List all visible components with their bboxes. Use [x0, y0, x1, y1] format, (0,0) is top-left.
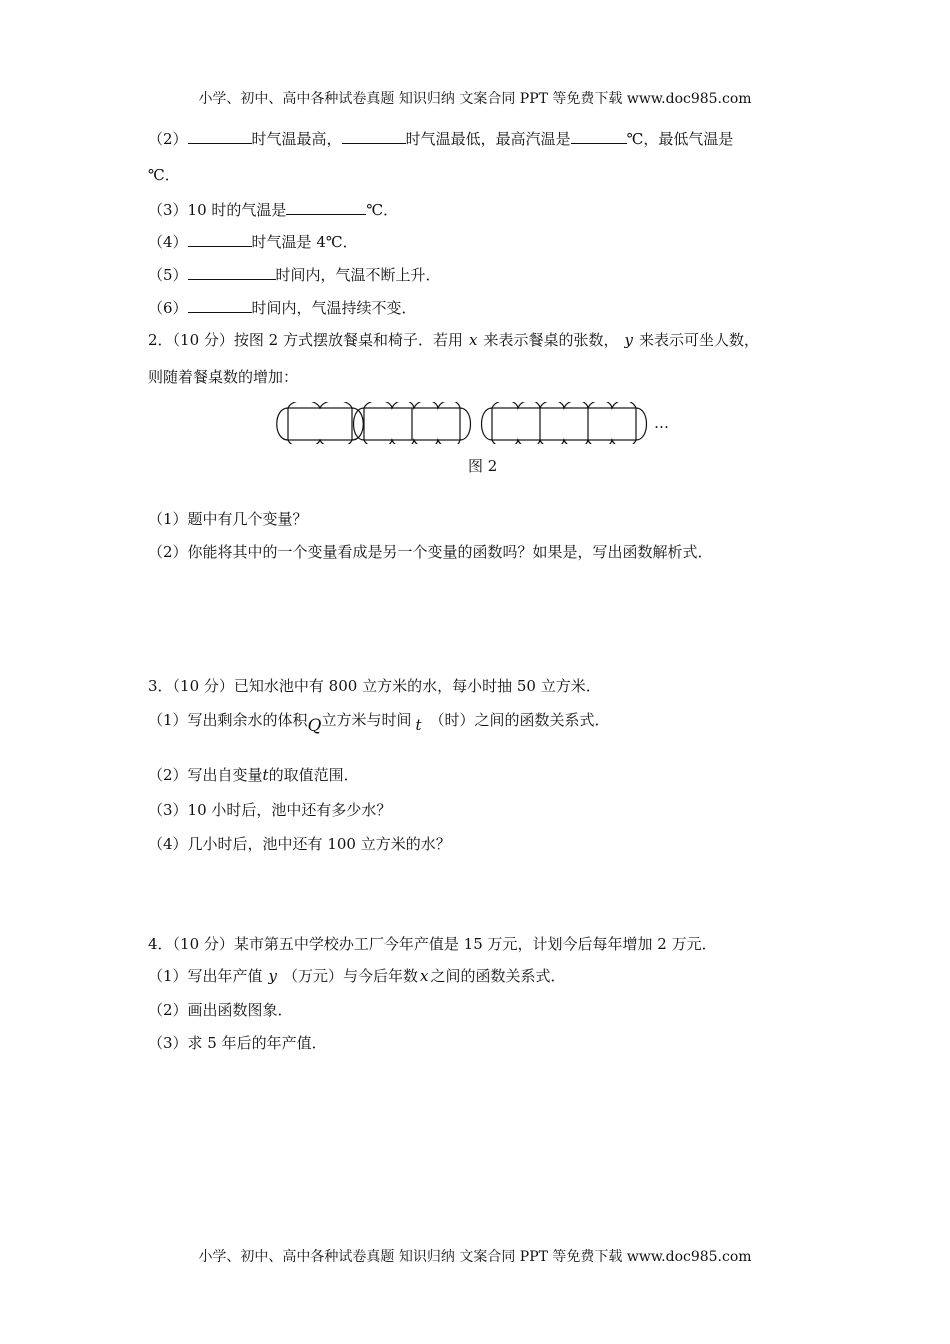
- q3-sub3: （3）10 小时后，池中还有多少水？: [148, 801, 392, 819]
- answer-blank[interactable]: [188, 297, 252, 313]
- q3-sub1-text-b: 立方米与时间: [321, 711, 412, 729]
- q1-part2-cont: ℃．: [148, 166, 180, 184]
- answer-blank[interactable]: [286, 199, 366, 215]
- q1-part2-text-c: ℃，最低气温是: [626, 130, 734, 148]
- q3-sub2-text-b: 的取值范围．: [268, 766, 359, 784]
- q3-sub1-text-a: （1）写出剩余水的体积: [148, 711, 308, 729]
- q1-part6: [148, 297, 417, 318]
- q3-sub1-text-c: （时）之间的函数关系式．: [429, 711, 610, 729]
- figure-ellipsis: …: [654, 414, 669, 432]
- table-group-1: [277, 402, 364, 444]
- answer-blank[interactable]: [188, 264, 276, 280]
- q1-part2-text-a: 时气温最高，: [251, 130, 342, 148]
- q4-sub1-text-c: 之间的函数关系式．: [430, 967, 566, 985]
- q3-sub2: [148, 765, 359, 785]
- q1-part5: [148, 264, 441, 285]
- q3-heading: 3．（10 分）已知水池中有 800 立方米的水，每小时抽 50 立方米．: [148, 677, 601, 695]
- q4-sub1: [148, 966, 566, 986]
- q2-heading-cont: 则随着餐桌数的增加：: [148, 368, 299, 386]
- answer-blank[interactable]: [188, 128, 252, 144]
- page-header: 小学、初中、高中各种试卷真题 知识归纳 文案合同 PPT 等免费下载 www.doc985.com: [198, 91, 752, 107]
- q1-part6-number: （6）: [148, 299, 188, 317]
- q1-part6-text: 时间内，气温持续不变．: [251, 299, 417, 317]
- variable-y: y: [624, 331, 633, 349]
- q1-part2-number: （2）: [148, 130, 188, 148]
- q1-part4-text: 时气温是 4℃．: [251, 233, 358, 251]
- q3-sub2-text-a: （2）写出自变量: [148, 766, 263, 784]
- q2-sub2: （2）你能将其中的一个变量看成是另一个变量的函数吗？如果是，写出函数解析式．: [148, 543, 713, 561]
- variable-y: y: [268, 967, 278, 985]
- q3-sub1: [148, 710, 610, 736]
- answer-blank[interactable]: [188, 231, 252, 247]
- q1-part4-number: （4）: [148, 233, 188, 251]
- q2-head-c: 来表示可坐人数，: [638, 331, 759, 349]
- q3-sub4: （4）几小时后，池中还有 100 立方米的水？: [148, 835, 451, 853]
- q1-part3: [148, 199, 398, 220]
- variable-x: x: [420, 967, 429, 985]
- q1-part3-text-b: ℃．: [366, 201, 399, 219]
- q4-sub2: （2）画出函数图象．: [148, 1001, 293, 1019]
- q1-part2-text-b: 时气温最低，最高汽温是: [405, 130, 571, 148]
- q1-part2: [148, 128, 733, 149]
- variable-t: t: [415, 716, 422, 734]
- q4-heading: 4．（10 分）某市第五中学校办工厂今年产值是 15 万元，计划今后每年增加 2 万元．: [148, 935, 717, 953]
- q2-head-b: 来表示餐桌的张数，: [483, 331, 619, 349]
- q1-part5-text: 时间内，气温不断上升．: [275, 266, 441, 284]
- page-footer: 小学、初中、高中各种试卷真题 知识归纳 文案合同 PPT 等免费下载 www.doc985.com: [198, 1249, 752, 1265]
- variable-x: x: [468, 331, 478, 349]
- answer-blank[interactable]: [342, 128, 406, 144]
- q4-sub3: （3）求 5 年后的年产值．: [148, 1034, 327, 1052]
- q1-part4: [148, 231, 358, 252]
- q2-sub1: （1）题中有几个变量？: [148, 510, 308, 528]
- variable-t: t: [262, 766, 269, 784]
- table-group-3: [482, 402, 647, 444]
- q1-part5-number: （5）: [148, 266, 188, 284]
- q2-heading: [148, 330, 759, 350]
- tables-chairs-figure: [272, 402, 692, 444]
- answer-blank[interactable]: [571, 128, 627, 144]
- q1-part3-text-a: （3）10 时的气温是: [148, 201, 287, 219]
- q4-sub1-text-b: （万元）与今后年数: [283, 967, 419, 985]
- q2-head-a: 2．（10 分）按图 2 方式摆放餐桌和椅子．若用: [148, 331, 463, 349]
- variable-Q: Q: [307, 716, 322, 736]
- q4-sub1-text-a: （1）写出年产值: [148, 967, 263, 985]
- table-group-2: [354, 402, 471, 444]
- figure-caption: 图 2: [468, 457, 498, 475]
